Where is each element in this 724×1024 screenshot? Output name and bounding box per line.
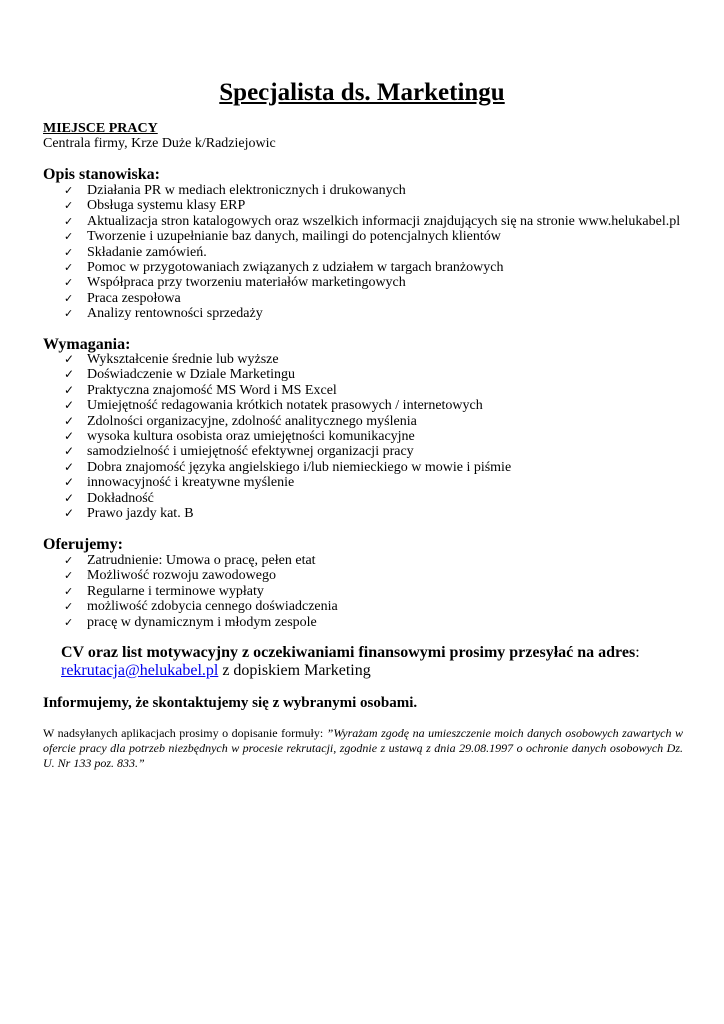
list-item bbox=[64, 383, 511, 398]
checkmark-icon: ✓ bbox=[64, 600, 74, 614]
checkmark-icon: ✓ bbox=[64, 307, 74, 321]
list-item-text: Zdolności organizacyjne, zdolność analitycznego myślenia bbox=[87, 413, 417, 429]
description-heading: Opis stanowiska: bbox=[43, 166, 160, 183]
list-item bbox=[64, 599, 338, 614]
list-item-text: Współpraca przy tworzeniu materiałów marketingowych bbox=[87, 275, 406, 291]
list-item bbox=[64, 398, 511, 413]
list-item bbox=[64, 367, 511, 382]
requirements-list bbox=[64, 352, 511, 521]
list-item bbox=[64, 429, 511, 444]
cv-email-line bbox=[61, 662, 371, 680]
consent-clause bbox=[43, 726, 683, 771]
list-item bbox=[64, 444, 511, 459]
checkmark-icon: ✓ bbox=[64, 569, 74, 583]
list-item-text: Praca zespołowa bbox=[87, 290, 181, 306]
checkmark-icon: ✓ bbox=[64, 184, 74, 197]
checkmark-icon: ✓ bbox=[64, 352, 75, 366]
list-item-text: Analizy rentowności sprzedaży bbox=[87, 306, 263, 322]
list-item bbox=[64, 460, 511, 475]
list-item bbox=[64, 615, 338, 630]
list-item bbox=[64, 414, 511, 429]
list-item-text: pracę w dynamicznym i młodym zespole bbox=[87, 614, 317, 630]
consent-formula: ”Wyrażam zgodę na umieszczenie moich danych osobowych zawartych w ofercie pracy dla potrzeb niezbędnych w procesie rekrutacji, zgodnie z ustawą z dnia 29.08.1997 o ochronie danych osobowych Dz. U. Nr 133 poz. 833.” bbox=[43, 726, 683, 770]
cv-instruction-text: CV oraz list motywacyjny z oczekiwaniami finansowymi prosimy przesyłać na adres bbox=[61, 644, 636, 661]
checkmark-icon: ✓ bbox=[64, 260, 74, 274]
list-item-text: Działania PR w mediach elektronicznych i drukowanych bbox=[87, 183, 406, 198]
list-item-text: Możliwość rozwoju zawodowego bbox=[87, 568, 276, 584]
workplace-heading: MIEJSCE PRACY bbox=[43, 121, 158, 136]
checkmark-icon: ✓ bbox=[64, 398, 75, 413]
list-item-text: wysoka kultura osobista oraz umiejętności komunikacyjne bbox=[87, 428, 415, 444]
list-item-text: możliwość zdobycia cennego doświadczenia bbox=[87, 599, 338, 615]
list-item bbox=[64, 229, 680, 244]
list-item-text: Praktyczna znajomość MS Word i MS Excel bbox=[87, 382, 337, 398]
list-item-text: Dobra znajomość języka angielskiego i/lub niemieckiego w mowie i piśmie bbox=[87, 459, 512, 475]
list-item-text: Regularne i terminowe wypłaty bbox=[87, 583, 264, 599]
checkmark-icon: ✓ bbox=[64, 413, 75, 428]
checkmark-icon: ✓ bbox=[64, 245, 74, 259]
checkmark-icon: ✓ bbox=[64, 276, 74, 290]
consent-intro: W nadsyłanych aplikacjach prosimy o dopisanie formuły: bbox=[43, 726, 327, 740]
offer-heading: Oferujemy: bbox=[43, 536, 123, 553]
list-item bbox=[64, 506, 511, 521]
list-item bbox=[64, 306, 680, 321]
description-list bbox=[64, 183, 680, 322]
list-item bbox=[64, 568, 338, 583]
checkmark-icon: ✓ bbox=[64, 615, 74, 629]
checkmark-icon: ✓ bbox=[64, 428, 75, 443]
list-item-text: Wykształcenie średnie lub wyższe bbox=[87, 352, 279, 367]
list-item bbox=[64, 198, 680, 213]
list-item bbox=[64, 584, 338, 599]
email-link[interactable]: rekrutacja@helukabel.pl bbox=[61, 662, 219, 679]
checkmark-icon: ✓ bbox=[64, 382, 75, 397]
list-item-text: Pomoc w przygotowaniach związanych z udziałem w targach branżowych bbox=[87, 259, 504, 275]
checkmark-icon: ✓ bbox=[64, 584, 74, 598]
list-item bbox=[64, 352, 511, 367]
email-suffix: z dopiskiem Marketing bbox=[218, 662, 371, 679]
list-item-text: Obsługa systemu klasy ERP bbox=[87, 198, 246, 214]
checkmark-icon: ✓ bbox=[64, 199, 74, 213]
list-item-text: Zatrudnienie: Umowa o pracę, pełen etat bbox=[87, 553, 316, 568]
checkmark-icon: ✓ bbox=[64, 554, 74, 567]
checkmark-icon: ✓ bbox=[64, 291, 74, 305]
list-item-text: Umiejętność redagowania krótkich notatek prasowych / internetowych bbox=[87, 398, 483, 414]
list-item-text: samodzielność i umiejętność efektywnej organizacji pracy bbox=[87, 444, 414, 460]
list-item bbox=[64, 553, 338, 568]
checkmark-icon: ✓ bbox=[64, 459, 75, 474]
list-item bbox=[64, 214, 680, 229]
list-item-text: Dokładność bbox=[87, 490, 154, 506]
list-item-text: Składanie zamówień. bbox=[87, 244, 207, 260]
list-item-text: Doświadczenie w Dziale Marketingu bbox=[87, 367, 295, 383]
cv-instruction bbox=[61, 644, 640, 662]
list-item-text: Aktualizacja stron katalogowych oraz wszelkich informacji znajdujących się na stronie www.helukabel.pl bbox=[87, 213, 681, 229]
list-item bbox=[64, 183, 680, 198]
workplace-value: Centrala firmy, Krze Duże k/Radziejowic bbox=[43, 136, 276, 151]
list-item bbox=[64, 475, 511, 490]
list-item bbox=[64, 260, 680, 275]
checkmark-icon: ✓ bbox=[64, 214, 74, 228]
list-item bbox=[64, 245, 680, 260]
list-item-text: Prawo jazdy kat. B bbox=[87, 505, 194, 521]
list-item bbox=[64, 291, 680, 306]
page-title: Specjalista ds. Marketingu bbox=[219, 79, 505, 106]
checkmark-icon: ✓ bbox=[64, 475, 75, 490]
checkmark-icon: ✓ bbox=[64, 490, 75, 505]
list-item-text: innowacyjność i kreatywne myślenie bbox=[87, 475, 295, 491]
cv-colon: : bbox=[635, 644, 640, 661]
list-item bbox=[64, 491, 511, 506]
checkmark-icon: ✓ bbox=[64, 505, 75, 520]
checkmark-icon: ✓ bbox=[64, 444, 75, 459]
requirements-heading: Wymagania: bbox=[43, 336, 131, 353]
checkmark-icon: ✓ bbox=[64, 367, 75, 382]
checkmark-icon: ✓ bbox=[64, 230, 74, 244]
offer-list bbox=[64, 553, 338, 630]
list-item bbox=[64, 275, 680, 290]
list-item-text: Tworzenie i uzupełnianie baz danych, mailingi do potencjalnych klientów bbox=[87, 229, 501, 245]
contact-note: Informujemy, że skontaktujemy się z wybranymi osobami. bbox=[43, 695, 418, 711]
